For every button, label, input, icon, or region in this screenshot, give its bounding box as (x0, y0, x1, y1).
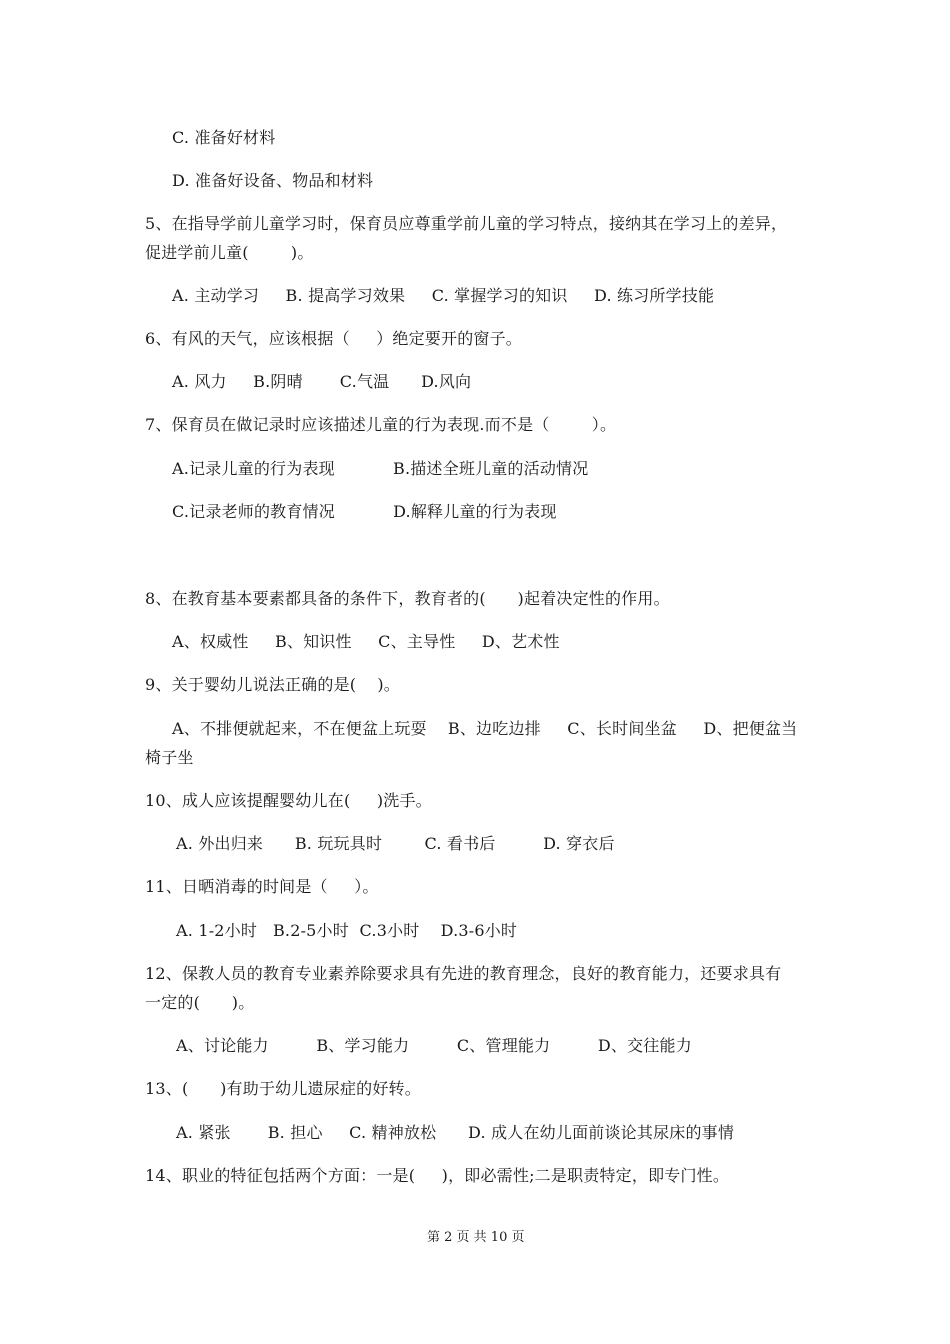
q6-stem: 6、有风的天气，应该根据（ ）绝定要开的窗子。 (145, 329, 523, 348)
q13-options: A. 紧张 B. 担心 C. 精神放松 D. 成人在幼儿面前谈论其尿床的事情 (176, 1123, 735, 1142)
q5-stem-line1: 5、在指导学前儿童学习时，保育员应尊重学前儿童的学习特点，接纳其在学习上的差异， (145, 214, 788, 233)
q9-options-line1: A、不排便就起来，不在便盆上玩耍 B、边吃边排 C、长时间坐盆 D、把便盆当 (172, 719, 798, 738)
q7-stem: 7、保育员在做记录时应该描述儿童的行为表现.而不是（ ）。 (145, 415, 617, 434)
q11-stem: 11、日晒消毒的时间是（ ）。 (145, 877, 379, 896)
q4-option-c: C. 准备好材料 (172, 128, 276, 147)
q4-option-d: D. 准备好设备、物品和材料 (172, 171, 374, 190)
q9-options-line2: 椅子坐 (145, 748, 194, 767)
q10-stem: 10、成人应该提醒婴幼儿在( )洗手。 (145, 791, 432, 810)
q9-stem: 9、关于婴幼儿说法正确的是( )。 (145, 675, 401, 694)
q8-options: A、权威性 B、知识性 C、主导性 D、艺术性 (172, 632, 560, 651)
q7-options-line2: C.记录老师的教育情况 D.解释儿童的行为表现 (172, 502, 557, 521)
q7-options-line1: A.记录儿童的行为表现 B.描述全班儿童的活动情况 (172, 459, 589, 478)
q12-stem-line2: 一定的( )。 (145, 993, 255, 1012)
q12-stem-line1: 12、保教人员的教育专业素养除要求具有先进的教育理念，良好的教育能力，还要求具有 (145, 964, 782, 983)
q13-stem: 13、( )有助于幼儿遗尿症的好转。 (145, 1079, 421, 1098)
q11-options: A. 1-2小时 B.2-5小时 C.3小时 D.3-6小时 (176, 921, 518, 940)
q14-stem: 14、职业的特征包括两个方面：一是( )，即必需性;二是职责特定，即专门性。 (145, 1166, 730, 1185)
q12-options: A、讨论能力 B、学习能力 C、管理能力 D、交往能力 (176, 1036, 692, 1055)
q8-stem: 8、在教育基本要素都具备的条件下，教育者的( )起着决定性的作用。 (145, 589, 670, 608)
q10-options: A. 外出归来 B. 玩玩具时 C. 看书后 D. 穿衣后 (176, 834, 615, 853)
q5-stem-line2: 促进学前儿童( )。 (145, 243, 314, 262)
q5-options: A. 主动学习 B. 提高学习效果 C. 掌握学习的知识 D. 练习所学技能 (172, 286, 715, 305)
q6-options: A. 风力 B.阴晴 C.气温 D.风向 (172, 372, 472, 391)
page-number-footer: 第 2 页 共 10 页 (427, 1230, 525, 1245)
